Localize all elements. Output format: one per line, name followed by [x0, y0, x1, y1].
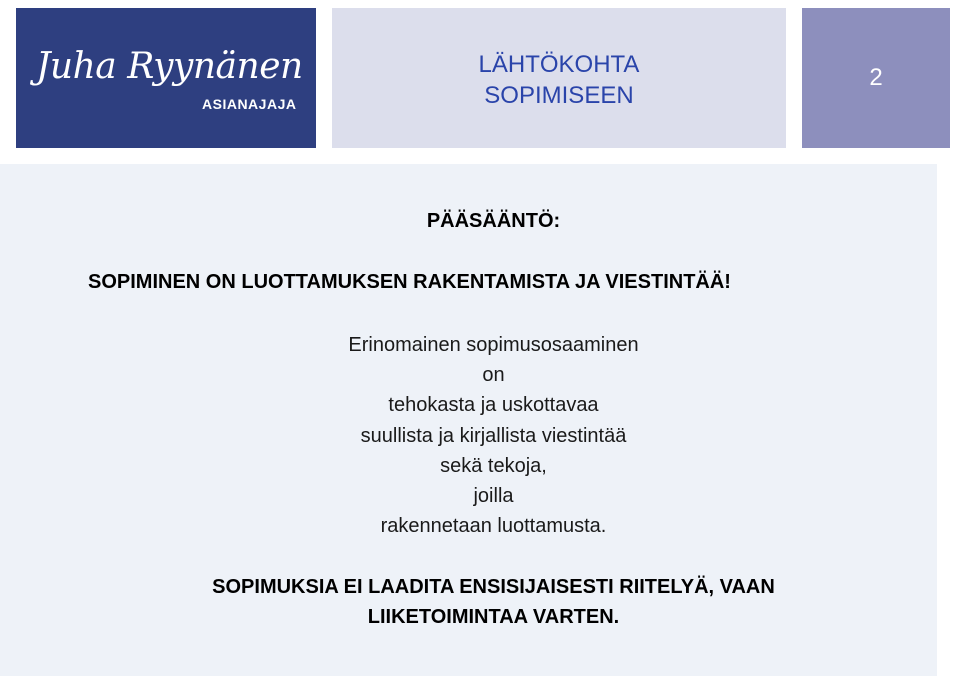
body-line: sekä tekoja, [440, 454, 547, 477]
body-line: suullista ja kirjallista viestintää [360, 424, 627, 447]
body-paragraph [0, 330, 937, 541]
page-number-box [802, 8, 950, 148]
logo-name: Juha Ryynänen [36, 46, 303, 87]
slide-title-box [332, 8, 786, 148]
closing-line: SOPIMUKSIA EI LAADITA ENSISIJAISESTI RIITELYÄ, VAAN [212, 576, 775, 598]
logo [16, 8, 316, 148]
slide-title-line: LÄHTÖKOHTA [478, 51, 640, 78]
body-line: Erinomainen sopimusosaaminen [348, 334, 639, 356]
page-number: 2 [869, 64, 883, 91]
slide-title [479, 49, 640, 111]
slide-title-line: SOPIMISEEN [484, 82, 634, 109]
body-line: on [482, 364, 505, 387]
logo-subtitle: ASIANAJAJA [202, 96, 297, 112]
body-line: rakennetaan luottamusta. [380, 515, 607, 538]
lead-statement: SOPIMINEN ON LUOTTAMUKSEN RAKENTAMISTA JA VIESTINTÄÄ! [88, 271, 731, 293]
closing-line: LIIKETOIMINTAA VARTEN. [367, 606, 620, 628]
closing-statement [0, 572, 937, 632]
content-area [0, 164, 937, 676]
body-line: joilla [473, 485, 514, 508]
body-line: tehokasta ja uskottavaa [388, 394, 599, 417]
section-heading: PÄÄSÄÄNTÖ: [426, 210, 561, 232]
